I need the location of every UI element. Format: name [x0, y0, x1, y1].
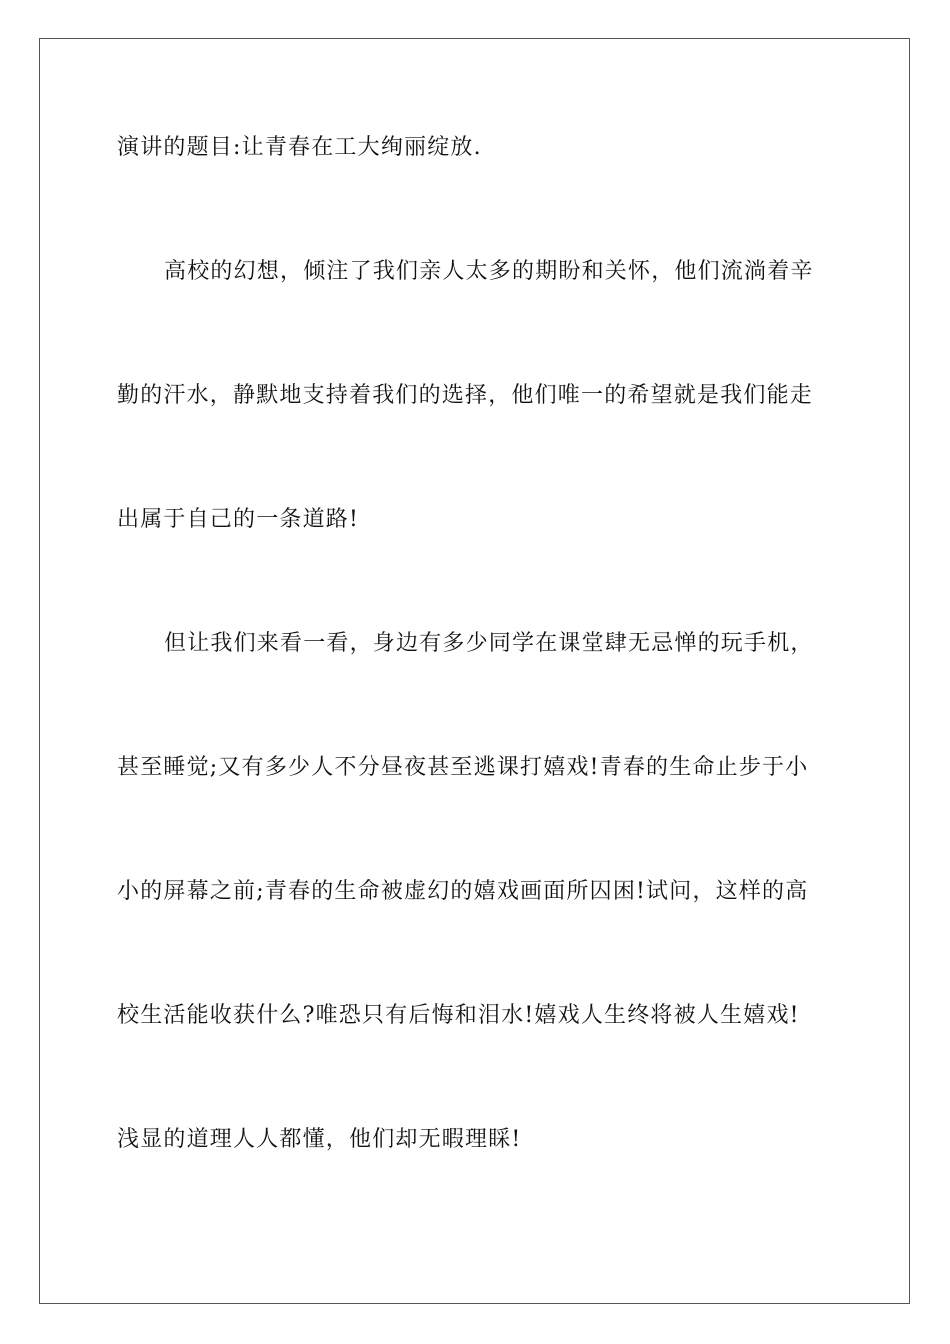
page-border [39, 38, 910, 1304]
paragraph-2-line-3: 小的屏幕之前;青春的生命被虚幻的嬉戏画面所囚困!试问，这样的高 [117, 879, 809, 904]
paragraph-1-line-2: 勤的汗水，静默地支持着我们的选择，他们唯一的希望就是我们能走 [117, 383, 814, 408]
paragraph-2-line-2: 甚至睡觉;又有多少人不分昼夜甚至逃课打嬉戏!青春的生命止步于小 [117, 755, 809, 780]
paragraph-1-line-1: 高校的幻想，倾注了我们亲人太多的期盼和关怀，他们流淌着辛 [164, 259, 814, 284]
paragraph-2-line-4: 校生活能收获什么?唯恐只有后悔和泪水!嬉戏人生终将被人生嬉戏! [117, 1003, 800, 1028]
paragraph-2-line-1: 但让我们来看一看，身边有多少同学在课堂肆无忌惮的玩手机， [164, 631, 814, 656]
paragraph-1-line-3: 出属于自己的一条道路! [117, 507, 360, 532]
speech-title-line: 演讲的题目:让青春在工大绚丽绽放. [117, 135, 482, 160]
paragraph-2-line-5: 浅显的道理人人都懂，他们却无暇理睬! [117, 1127, 522, 1152]
